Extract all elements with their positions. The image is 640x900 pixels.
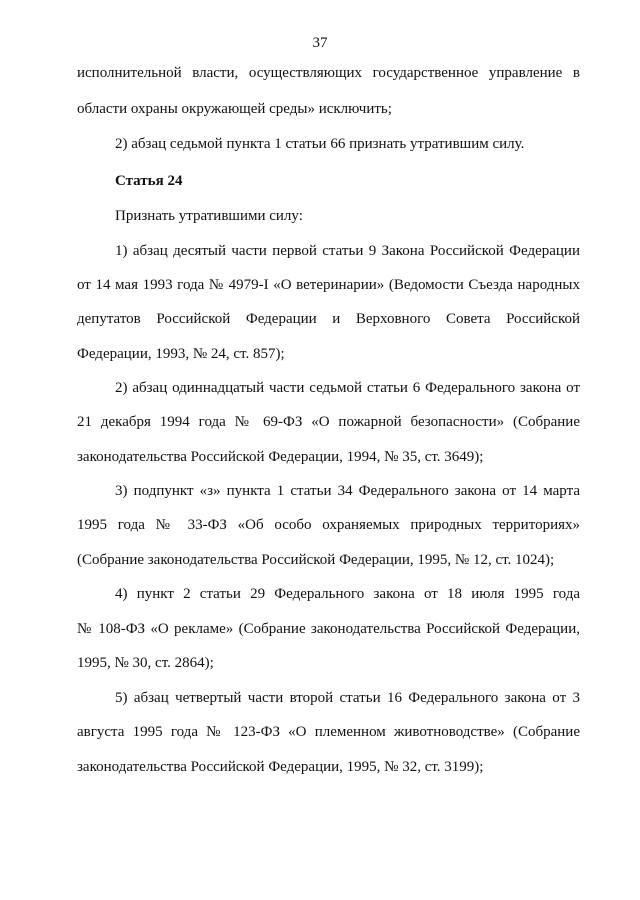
text-line: Федерации, 1993, № 24, ст. 857);: [77, 346, 285, 362]
text-line: от 14 мая 1993 года № 4979-I «О ветеринарии» (Ведомости Съезда народных: [77, 277, 580, 293]
article-heading: Статья 24: [115, 173, 183, 189]
text-line: Признать утратившими силу:: [115, 208, 303, 224]
text-line: 2) абзац одиннадцатый части седьмой статьи 6 Федерального закона от: [115, 380, 580, 396]
text-line: законодательства Российской Федерации, 1994, № 35, ст. 3649);: [77, 449, 484, 465]
text-line: законодательства Российской Федерации, 1995, № 32, ст. 3199);: [77, 759, 484, 775]
page-number: 37: [312, 35, 328, 51]
text-line: 2) абзац седьмой пункта 1 статьи 66 признать утратившим силу.: [115, 136, 525, 152]
text-line: (Собрание законодательства Российской Федерации, 1995, № 12, ст. 1024);: [77, 552, 555, 568]
text-line: области охраны окружающей среды» исключить;: [77, 101, 392, 117]
text-line: 1) абзац десятый части первой статьи 9 Закона Российской Федерации: [115, 243, 580, 259]
text-line: 21 декабря 1994 года № 69-ФЗ «О пожарной безопасности» (Собрание: [77, 414, 580, 430]
text-line: 4) пункт 2 статьи 29 Федерального закона от 18 июля 1995 года: [115, 586, 580, 602]
text-line: 3) подпункт «з» пункта 1 статьи 34 Федерального закона от 14 марта: [115, 483, 580, 499]
text-line: депутатов Российской Федерации и Верховного Совета Российской: [77, 311, 580, 327]
text-line: 1995 года № 33-ФЗ «Об особо охраняемых природных территориях»: [77, 517, 580, 533]
text-line: исполнительной власти, осуществляющих государственное управление в: [77, 65, 580, 81]
text-line: августа 1995 года № 123-ФЗ «О племенном животноводстве» (Собрание: [77, 724, 580, 740]
text-line: 5) абзац четвертый части второй статьи 16 Федерального закона от 3: [115, 690, 580, 706]
text-line: № 108-ФЗ «О рекламе» (Собрание законодательства Российской Федерации,: [77, 621, 580, 637]
text-line: 1995, № 30, ст. 2864);: [77, 655, 214, 671]
